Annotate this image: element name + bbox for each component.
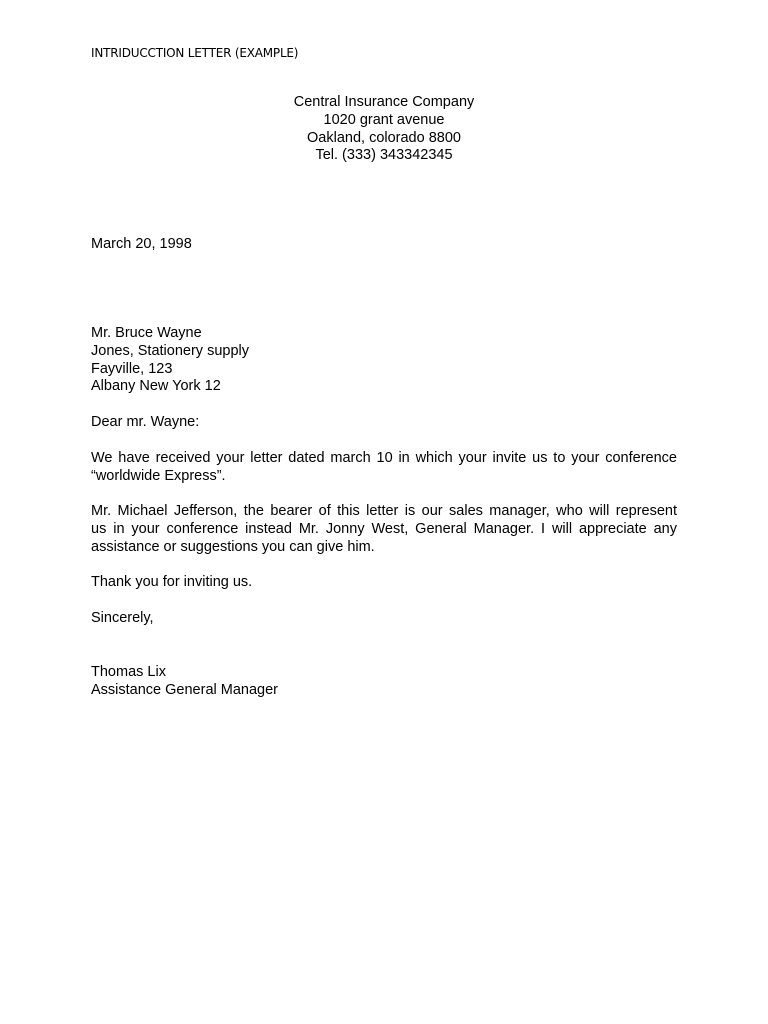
paragraph-line: assistance or suggestions you can give him. [91, 538, 375, 555]
sender-phone: Tel. (333) 343342345 [315, 147, 453, 164]
salutation [91, 414, 677, 432]
letterhead [0, 94, 768, 165]
signer-title: Assistance General Manager [91, 681, 278, 698]
sender-street: 1020 grant avenue [323, 111, 445, 128]
sender-company: Central Insurance Company [293, 94, 475, 110]
letter-date [91, 236, 677, 254]
body-paragraph-1 [91, 450, 677, 486]
closing [91, 610, 677, 628]
body-paragraph-3 [91, 574, 677, 592]
paragraph-line: Mr. Michael Jefferson, the bearer of this letter is our sales manager, who will represent [91, 503, 677, 519]
recipient-company: Jones, Stationery supply [91, 342, 249, 359]
recipient-name: Mr. Bruce Wayne [91, 325, 202, 341]
recipient-city: Albany New York 12 [91, 378, 221, 395]
paragraph-line: Thank you for inviting us. [91, 574, 253, 590]
body-paragraph-2 [91, 503, 677, 556]
closing-text: Sincerely, [91, 610, 154, 626]
date-text: March 20, 1998 [91, 236, 192, 252]
paragraph-line: We have received your letter dated march 10 in which your invite us to your conference [91, 450, 677, 466]
paragraph-line: “worldwide Express”. [91, 467, 226, 484]
salutation-text: Dear mr. Wayne: [91, 414, 200, 430]
recipient-street: Fayville, 123 [91, 360, 173, 377]
signature-block [91, 664, 677, 700]
signer-name: Thomas Lix [91, 664, 166, 680]
sender-city: Oakland, colorado 8800 [307, 129, 461, 146]
recipient-address [91, 325, 677, 396]
paragraph-line: us in your conference instead Mr. Jonny West, General Manager. I will appreciate any [91, 520, 677, 537]
document-heading: INTRIDUCCTION LETTER (EXAMPLE) [91, 46, 299, 60]
